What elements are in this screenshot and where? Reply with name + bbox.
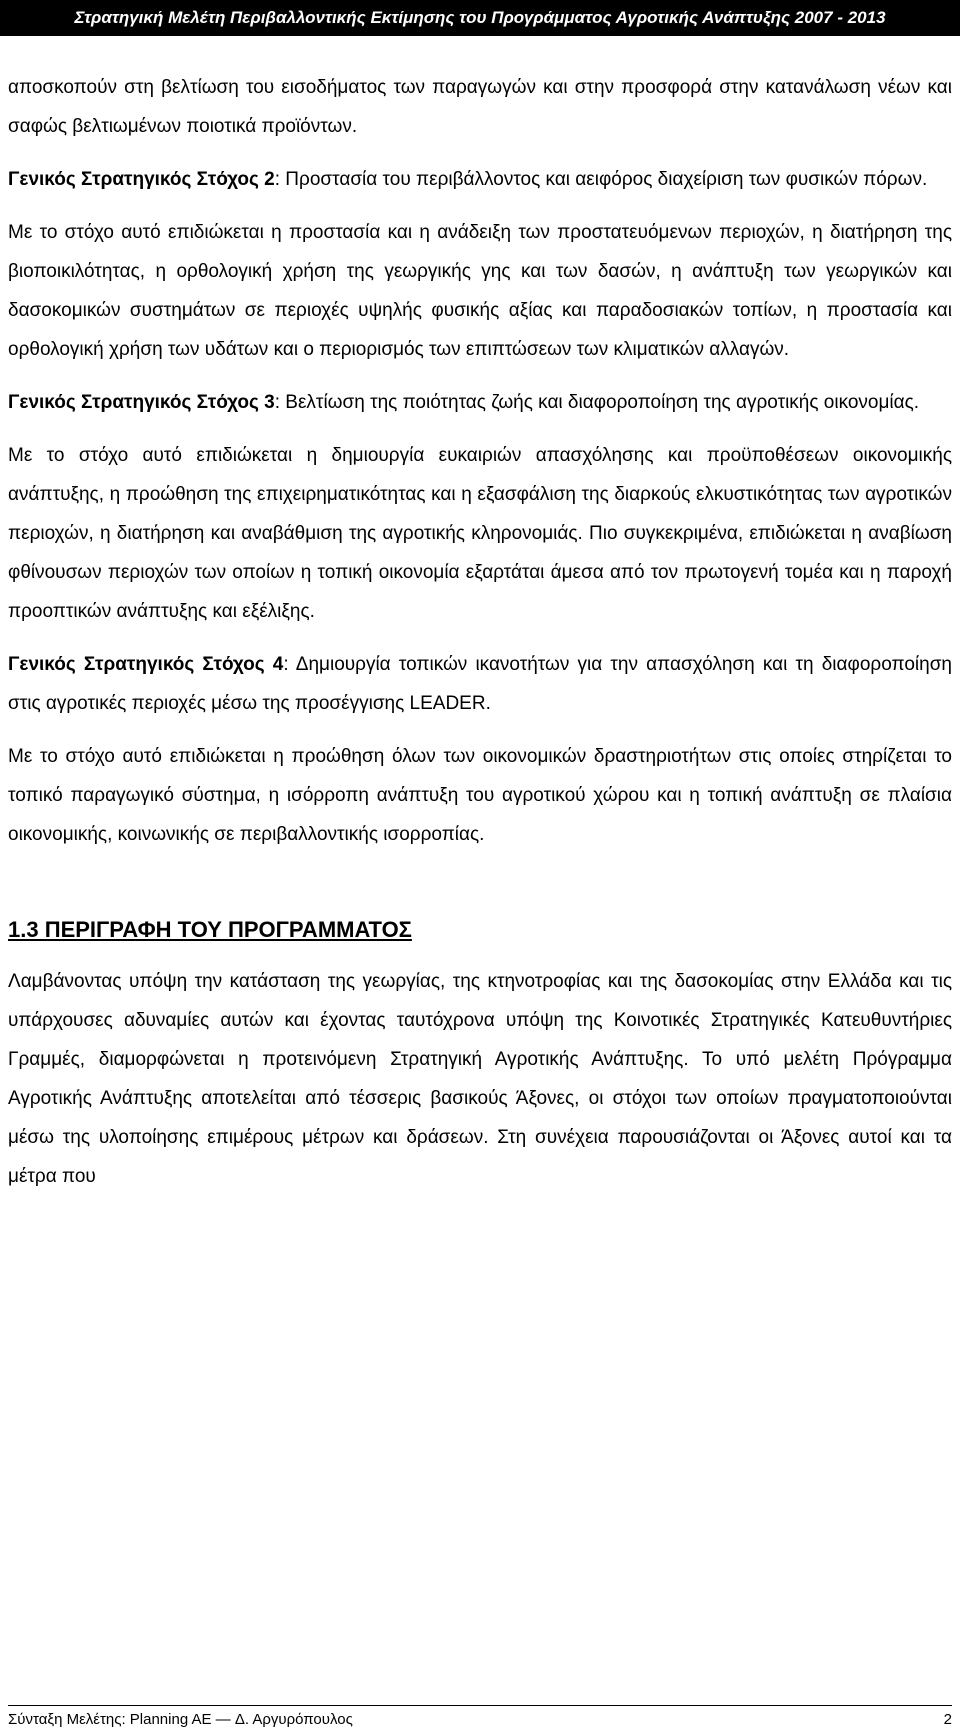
footer-divider — [8, 1705, 952, 1706]
goal-3-heading — [8, 383, 952, 422]
page-number: 2 — [943, 1711, 952, 1728]
goal-4-heading — [8, 645, 952, 723]
section-title: 1.3 ΠΕΡΙΓΡΑΦΗ ΤΟΥ ΠΡΟΓΡΑΜΜΑΤΟΣ — [8, 917, 412, 942]
running-header — [0, 0, 960, 36]
running-header-title: Στρατηγική Μελέτη Περιβαλλοντικής Εκτίμησης του Προγράμματος Αγροτικής Ανάπτυξης 2007 - 2013 — [74, 8, 886, 27]
paragraph-intro: αποσκοπούν στη βελτίωση του εισοδήματος των παραγωγών και στην προσφορά στην κατανάλωση νέων και σαφώς βελτιωμένων ποιοτικά προϊόντων. — [8, 77, 952, 137]
page-body — [8, 68, 952, 1196]
goal-4-label: Γενικός Στρατηγικός Στόχος 4 — [8, 654, 284, 675]
goal-3-label: Γενικός Στρατηγικός Στόχος 3 — [8, 392, 275, 413]
goal-4-text: : Δημιουργία τοπικών ικανοτήτων για την απασχόληση και τη διαφοροποίηση στις αγροτικές περιοχές μέσω της προσέγγισης LEADER. — [8, 654, 952, 714]
footer-author: Σύνταξη Μελέτης: Planning AE — Δ. Αργυρόπουλος — [8, 1711, 353, 1728]
page-footer — [8, 1708, 952, 1732]
goal-2-heading — [8, 160, 952, 199]
goal-2-text: : Προστασία του περιβάλλοντος και αειφόρος διαχείριση των φυσικών πόρων. — [274, 169, 928, 190]
goal-2-label: Γενικός Στρατηγικός Στόχος 2 — [8, 169, 275, 190]
goal-3-text: : Βελτίωση της ποιότητας ζωής και διαφοροποίηση της αγροτικής οικονομίας. — [274, 392, 920, 413]
paragraph-goal-3: Με το στόχο αυτό επιδιώκεται η δημιουργία ευκαιριών απασχόλησης και προϋποθέσεων οικονομικής ανάπτυξης, η προώθηση της επιχειρηματικότητας και η εξασφάλιση της διαρκούς ελκυστικότητας των αγροτικών περιοχών, η διατήρηση και αναβάθμιση της αγροτικής κληρονομιάς. Πιο συγκεκριμένα, επιδιώκεται η αναβίωση φθίνουσων περιοχών των οποίων η τοπική οικονομία εξαρτάται άμεσα από τον πρωτογενή τομέα και η παροχή προοπτικών ανάπτυξης και εξέλιξης. — [8, 445, 952, 622]
paragraph-program-description: Λαμβάνοντας υπόψη την κατάσταση της γεωργίας, της κτηνοτροφίας και της δασοκομίας στην Ελλάδα και τις υπάρχουσες αδυναμίες αυτών και έχοντας ταυτόχρονα υπόψη της Κοινοτικές Στρατηγικές Κατευθυντήριες Γραμμές, διαμορφώνεται η προτεινόμενη Στρατηγική Αγροτικής Ανάπτυξης. Το υπό μελέτη Πρόγραμμα Αγροτικής Ανάπτυξης αποτελείται από τέσσερις βασικούς Άξονες, οι στόχοι των οποίων πραγματοποιούνται μέσω της υλοποίησης επιμέρους μέτρων και δράσεων. Στη συνέχεια παρουσιάζονται οι Άξονες αυτοί και τα μέτρα που — [8, 971, 952, 1187]
paragraph-goal-4: Με το στόχο αυτό επιδιώκεται η προώθηση όλων των οικονομικών δραστηριοτήτων στις οποίες στηρίζεται το τοπικό παραγωγικό σύστημα, η ισόρροπη ανάπτυξη του αγροτικού χώρου και η τοπική ανάπτυξη σε πλαίσια οικονομικής, κοινωνικής σε περιβαλλοντικής ισορροπίας. — [8, 746, 952, 845]
paragraph-goal-2: Με το στόχο αυτό επιδιώκεται η προστασία και η ανάδειξη των προστατευόμενων περιοχών, η διατήρηση της βιοποικιλότητας, η ορθολογική χρήση της γεωργικής γης και των δασών, η ανάπτυξη των γεωργικών και δασοκομικών συστημάτων σε περιοχές υψηλής φυσικής αξίας και παραδοσιακών τοπίων, η προστασία και ορθολογική χρήση των υδάτων και ο περιορισμός των επιπτώσεων των κλιματικών αλλαγών. — [8, 222, 952, 360]
